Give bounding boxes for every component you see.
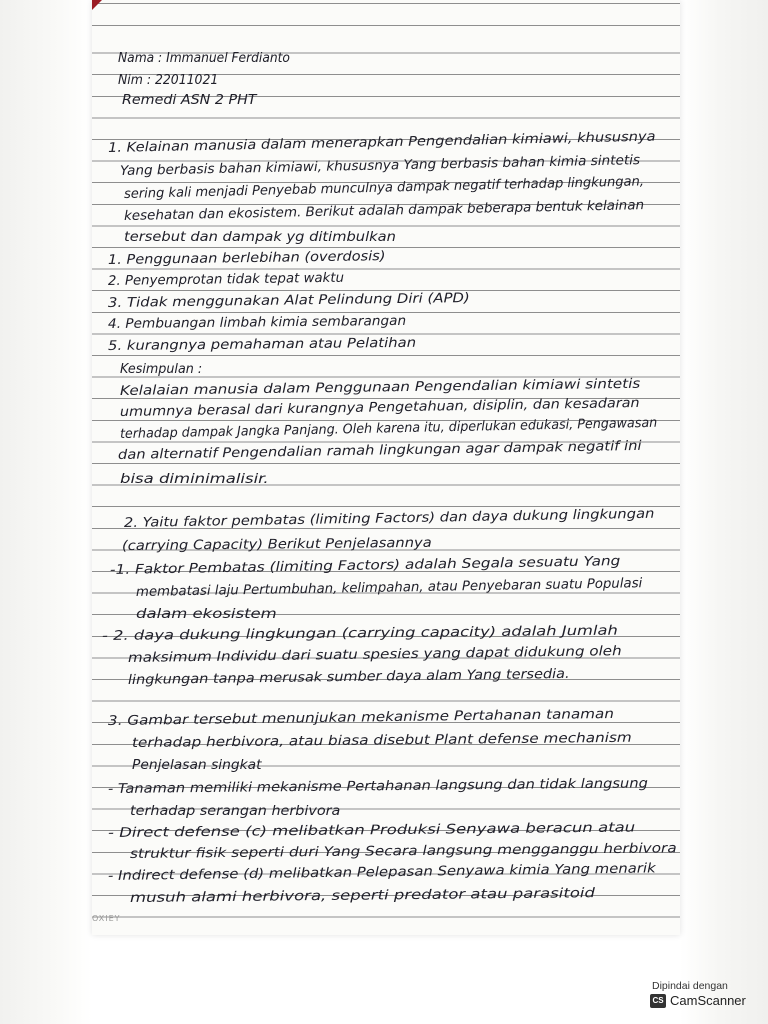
handwritten-line: - 2. daya dukung lingkungan (carrying capacity) adalah Jumlah [101,623,618,644]
handwritten-line: 1. Kelainan manusia dalam menerapkan Pengendalian kimiawi, khususnya [107,129,656,156]
handwritten-line: dan alternatif Pengendalian ramah lingkungan agar dampak negatif ini [117,438,642,463]
handwritten-line: Kelalaian manusia dalam Penggunaan Pengendalian kimiawi sintetis [119,376,641,399]
handwritten-line: musuh alami herbivora, seperti predator atau parasitoid [129,886,596,906]
handwritten-line: lingkungan tanpa merusak sumber daya alam Yang tersedia. [127,666,570,688]
page-corner-mark [92,0,102,10]
handwritten-line: Yang berbasis bahan kimiawi, khususnya Yang berbasis bahan kimia sintetis [119,153,641,179]
handwritten-line: 1. Penggunaan berlebihan (overdosis) [107,249,386,268]
handwritten-line: 2. Penyemprotan tidak tepat waktu [107,270,345,289]
handwritten-line: umumnya berasal dari kurangnya Pengetahuan, disiplin, dan kesadaran [119,395,640,420]
handwritten-line: Remedi ASN 2 PHT [122,93,257,108]
handwritten-line: bisa diminimalisir. [120,472,269,487]
camscanner-logo-icon: CS [650,994,666,1008]
handwritten-line: sering kali menjadi Penyebab munculnya dampak negatif terhadap lingkungan, [123,174,645,202]
handwritten-line: 3. Gambar tersebut menunjukan mekanisme Pertahanan tanaman [107,706,615,729]
handwritten-line: tersebut dan dampak yg ditimbulkan [124,230,396,245]
scanner-badge [650,993,746,1008]
handwritten-line: Nim : 22011021 [118,73,219,88]
handwritten-line: (carrying Capacity) Berikut Penjelasannya [121,535,432,554]
handwritten-line: kesehatan dan ekosistem. Berikut adalah dampak beberapa bentuk kelainan [123,198,645,224]
handwritten-line: - Tanaman memiliki mekanisme Pertahanan langsung dan tidak langsung [107,776,648,797]
handwritten-line: Penjelasan singkat [132,758,262,773]
scanner-name: CamScanner [670,993,746,1008]
handwritten-line: 4. Pembuangan limbah kimia sembarangan [107,313,407,332]
handwritten-line: dalam ekosistem [136,607,277,622]
handwritten-line: struktur fisik seperti duri Yang Secara langsung mengganggu herbivora [129,841,677,862]
handwritten-line: - Indirect defense (d) melibatkan Pelepasan Senyawa kimia Yang menarik [107,861,656,884]
handwritten-line: 3. Tidak menggunakan Alat Pelindung Diri (APD) [107,290,470,311]
handwritten-line: Nama : Immanuel Ferdianto [118,51,290,66]
handwritten-line: -1. Faktor Pembatas (limiting Factors) adalah Segala sesuatu Yang [109,554,621,578]
handwritten-line: - Direct defense (c) melibatkan Produksi Senyawa beracun atau [107,820,636,841]
paper-brand-mark: OXIEY [92,914,121,923]
handwritten-line: terhadap herbivora, atau biasa disebut Plant defense mechanism [131,730,632,751]
handwritten-line: maksimum Individu dari suatu spesies yang dapat didukung oleh [127,644,622,666]
handwritten-line: 5. kurangnya pemahaman atau Pelatihan [107,335,417,354]
scanner-caption: Dipindai dengan [652,980,728,992]
handwritten-line: 2. Yaitu faktor pembatas (limiting Factors) dan daya dukung lingkungan [123,506,655,531]
handwritten-line: membatasi laju Pertumbuhan, kelimpahan, atau Penyebaran suatu Populasi [135,576,643,600]
handwritten-line: Kesimpulan : [120,362,203,377]
handwritten-line: terhadap dampak Jangka Panjang. Oleh karena itu, diperlukan edukasi, Pengawasan [119,415,658,442]
handwritten-line: terhadap serangan herbivora [130,804,341,819]
